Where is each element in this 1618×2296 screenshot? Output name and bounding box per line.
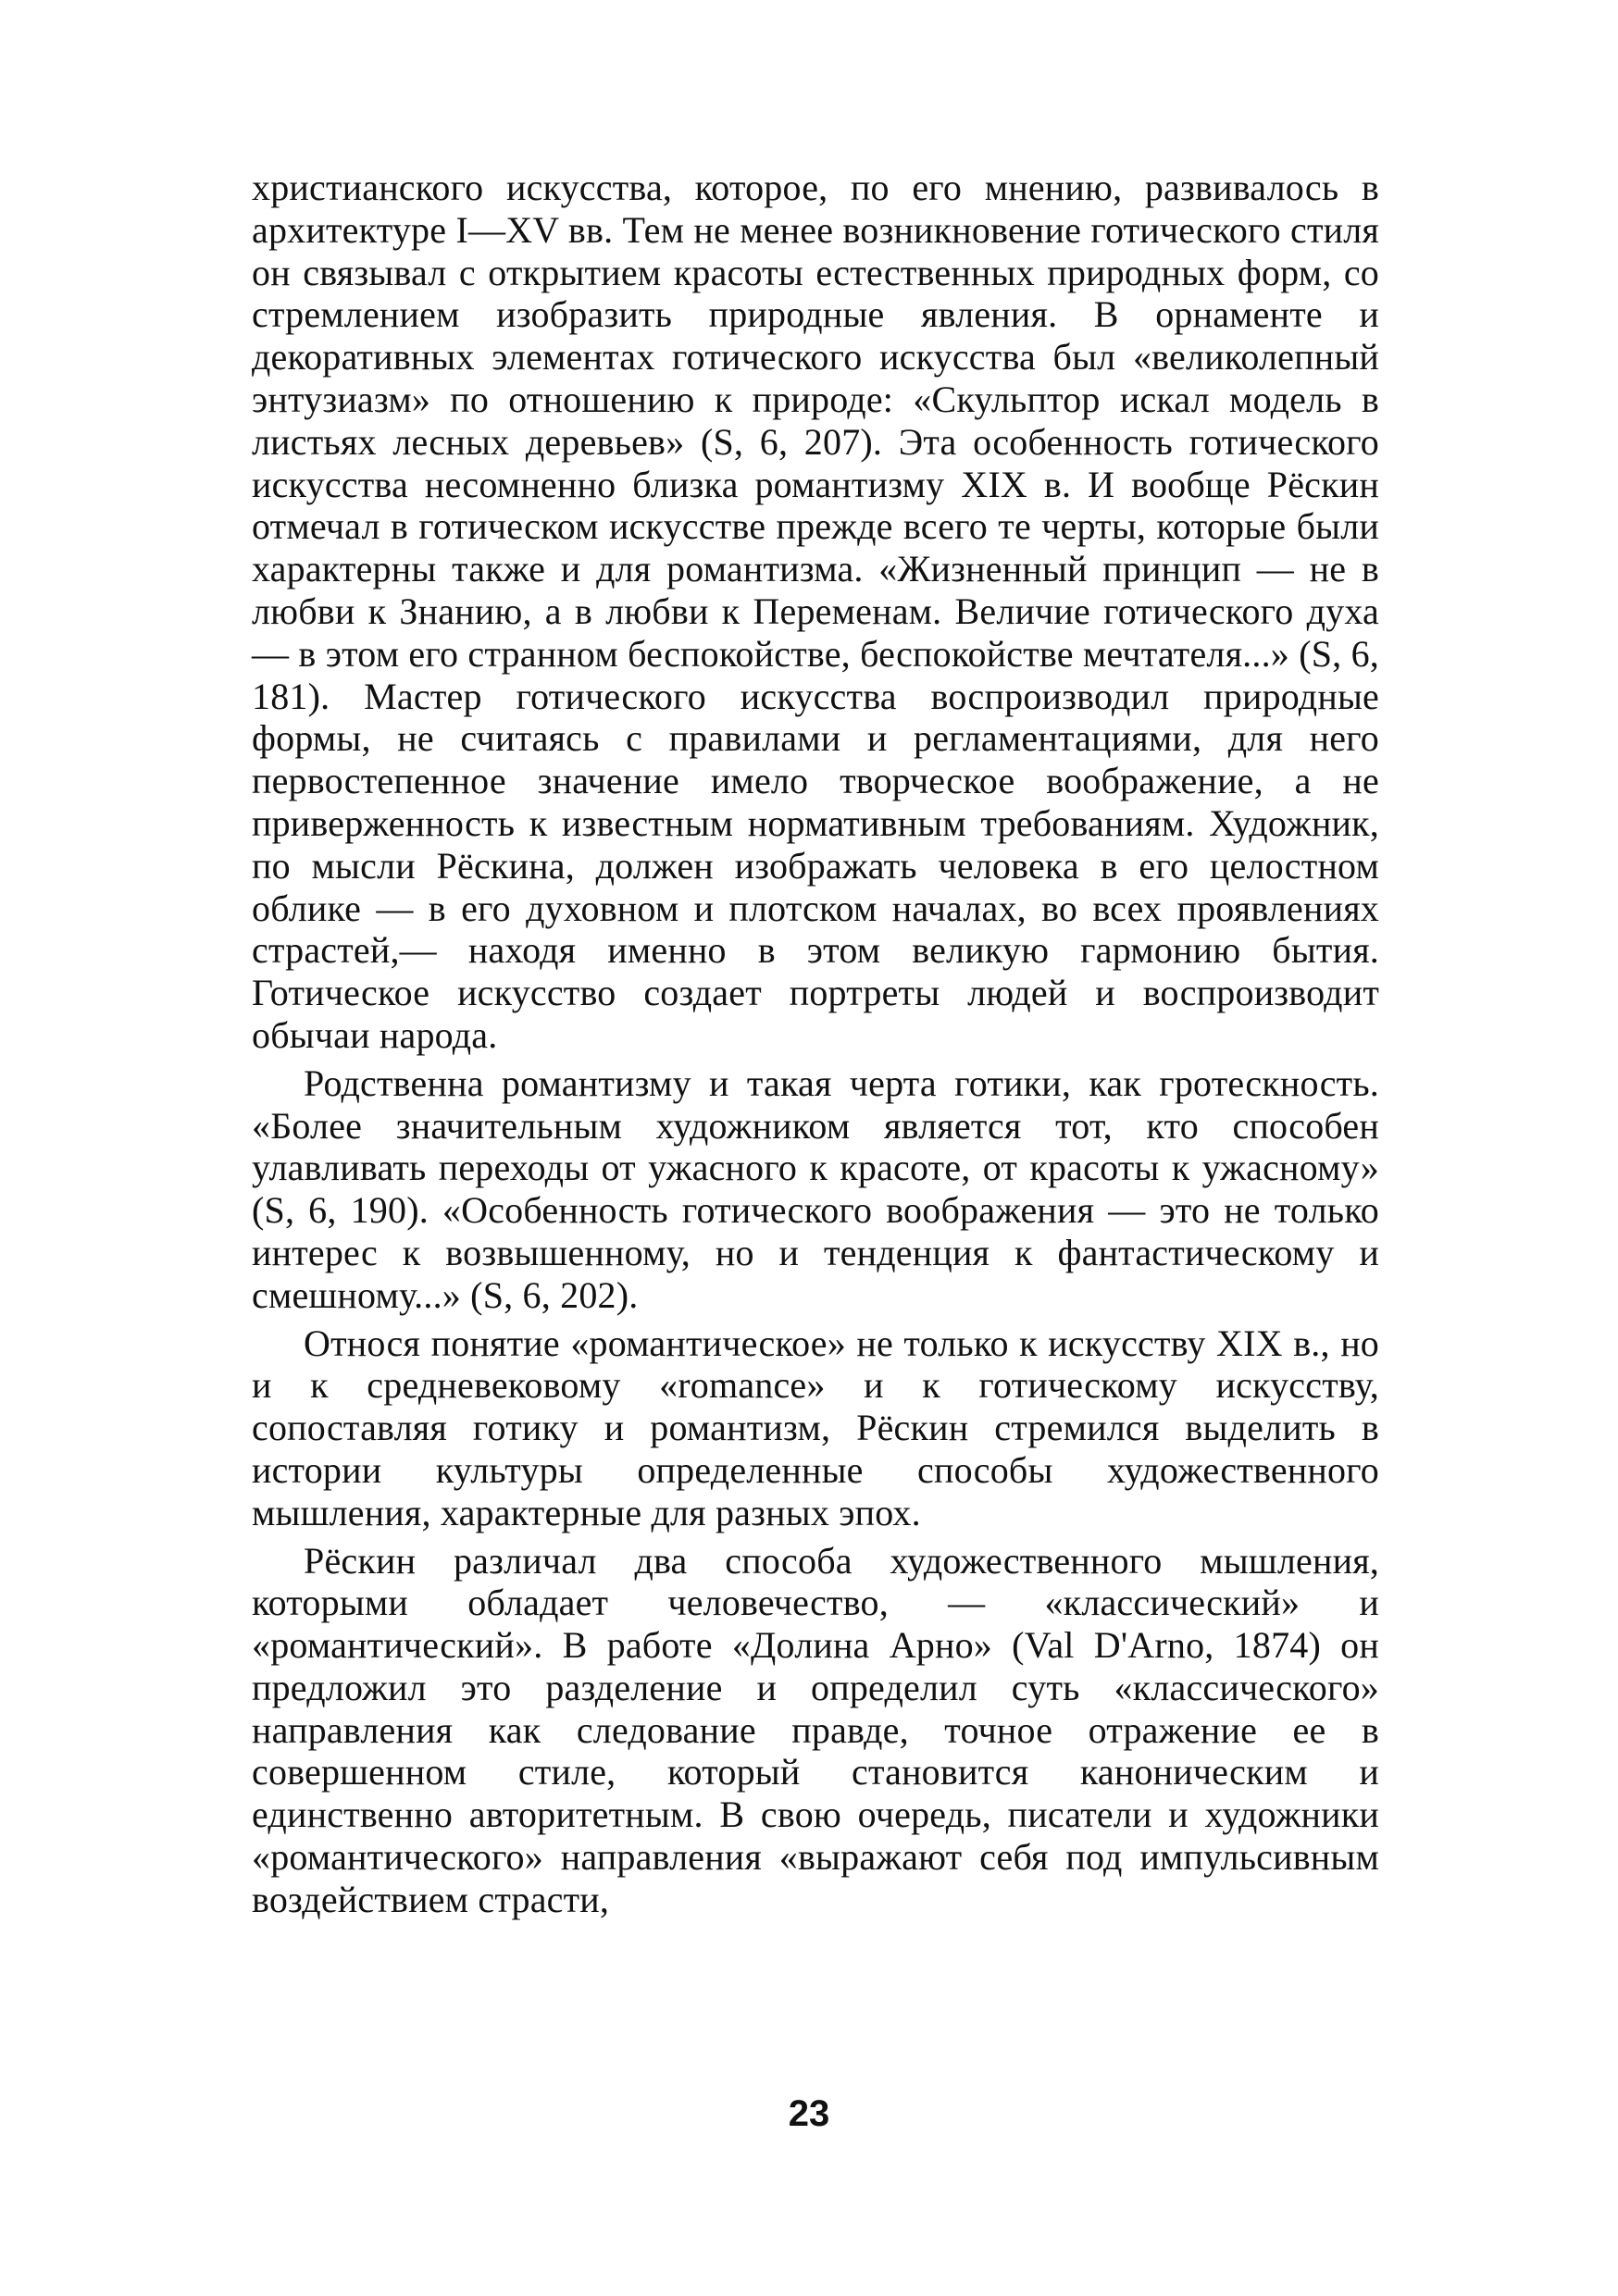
paragraph-two-modes: Рёскин различал два способа художественного мышления, которыми обладает человечество, — «классический» и «романтический». В работе «Долина Арно» (Val D'Arno, 1874) он предложил это разделение и определил суть «классического» направления как следование правде, точное отражение ее в совершенном стиле, который становится каноническим и единственно авторитетным. В свою очередь, писатели и художники «романтического» направления «выражают себя под импульсивным воздействием страсти,: [252, 1539, 1379, 1920]
paragraph-continuation: христианского искусства, которое, по его мнению, развивалось в архитектуре I—XV вв. Тем не менее возникновение готического стиля он связывал с открытием красоты естественных природных форм, со стремлением изобразить природные явления. В орнаменте и декоративных элементах готического искусства был «великолепный энтузиазм» по отношению к природе: «Скульптор искал модель в листьях лесных деревьев» (S, 6, 207). Эта особенность готического искусства несомненно близка романтизму XIX в. И вообще Рёскин отмечал в готическом искусстве прежде всего те черты, которые были характерны также и для романтизма. «Жизненный принцип — не в любви к Знанию, а в любви к Переменам. Величие готического духа — в этом его странном беспокойстве, беспокойстве мечтателя...» (S, 6, 181). Мастер готического искусства воспроизводил природные формы, не считаясь с правилами и регламентациями, для него первостепенное значение имело творческое воображение, а не приверженность к известным нормативным требованиям. Художник, по мысли Рёскина, должен изображать человека в его целостном облике — в его духовном и плотском началах, во всех проявлениях страстей,— находя именно в этом великую гармонию бытия. Готическое искусство создает портреты людей и воспроизводит обычаи народа.: [252, 167, 1379, 1056]
paragraph-grotesque: Родственна романтизму и такая черта готики, как гротескность. «Более значительным художником является тот, кто способен улавливать переходы от ужасного к красоте, от красоты к ужасному» (S, 6, 190). «Особенность готического воображения — это не только интерес к возвышенному, но и тенденция к фантастическому и смешному...» (S, 6, 202).: [252, 1061, 1379, 1316]
page-number: 23: [788, 2093, 830, 2134]
paragraph-romantic-concept: Относя понятие «романтическое» не только к искусству XIX в., но и к средневековому «romance» и к готическому искусству, сопоставляя готику и романтизм, Рёскин стремился выделить в истории культуры определенные способы художественного мышления, характерные для разных эпох.: [252, 1322, 1379, 1533]
body-text: [252, 167, 1379, 1921]
